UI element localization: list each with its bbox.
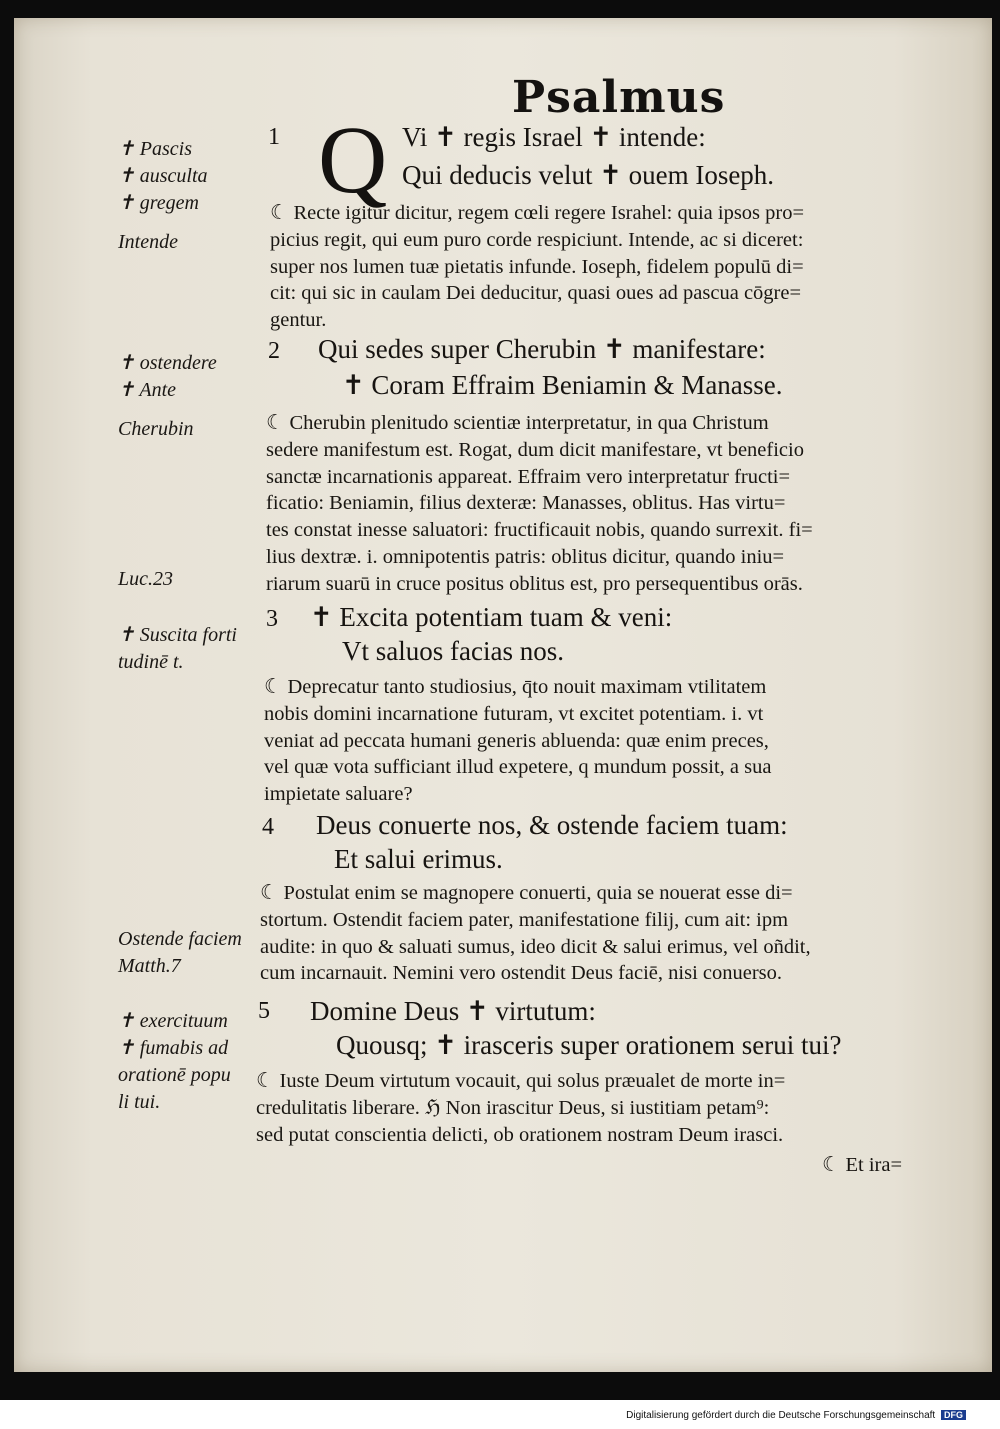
commentary-line: cit: qui sic in caulam Dei deducitur, quasi oues ad pascua cōgre= [270, 282, 802, 305]
margin-note-4 [118, 622, 258, 676]
verse-line: Quousq; ✝ irasceris super orationem serui tui? [336, 1030, 842, 1060]
margin-line: ✝ exercituum [118, 1010, 228, 1032]
commentary-line: sanctæ incarnationis appareat. Effraim vero interpretatur fructi= [266, 465, 791, 488]
margin-line: Matth.7 [118, 955, 181, 977]
margin-line: Intende [118, 231, 178, 253]
drop-cap: Q [318, 106, 388, 213]
verse-number: 4 [262, 814, 274, 840]
verse-number: 3 [266, 606, 278, 632]
commentary-line: impietate saluare? [264, 783, 413, 806]
commentary-block [270, 200, 960, 334]
margin-line: Cherubin [118, 418, 194, 440]
verse-line: Deus conuerte nos, & ostende faciem tuam: [316, 810, 788, 840]
verse-number: 1 [268, 124, 280, 150]
commentary-line: stortum. Ostendit faciem pater, manifestatione filij, cum ait: ipm [260, 908, 789, 931]
credit-text: Digitalisierung gefördert durch die Deutsche Forschungsgemeinschaft [626, 1410, 936, 1421]
margin-note-1 [118, 136, 258, 256]
commentary-line: ☾ Postulat enim se magnopere conuerti, quia se nouerat esse di= [260, 882, 793, 904]
verse-line: Qui sedes super Cherubin ✝ manifestare: [318, 334, 766, 364]
digitization-credit [626, 1410, 966, 1421]
dfg-logo: DFG [941, 1410, 966, 1420]
margin-line: li tui. [118, 1091, 161, 1113]
commentary-line: vel quæ vota sufficiant illud expetere, q mundum possit, a sua [264, 756, 772, 779]
verse-line: Vt saluos facias nos. [342, 636, 564, 666]
commentary-line: super nos lumen tuæ pietatis infunde. Ioseph, fidelem populū di= [270, 255, 804, 278]
margin-note-6 [118, 1008, 258, 1116]
commentary-line: sed putat conscientia delicti, ob orationem nostram Deum irasci. [256, 1123, 784, 1146]
commentary-line: lius dextræ. i. omnipotentis patris: oblitus dicitur, quando iniu= [266, 545, 785, 568]
commentary-line: credulitatis liberare. ℌ Non irascitur Deus, si iustitiam petam⁹: [256, 1096, 770, 1119]
commentary-line: ☾ Cherubin plenitudo scientiæ interpretatur, in qua Christum [266, 412, 769, 434]
margin-line: ✝ fumabis ad [118, 1037, 229, 1059]
commentary-line: ☾ Iuste Deum virtutum vocauit, qui solus præualet de morte in= [256, 1070, 786, 1092]
verse-line: ✝ Excita potentiam tuam & veni: [310, 602, 673, 632]
commentary-line: veniat ad peccata humani generis abluenda: quæ enim preces, [264, 729, 769, 752]
margin-line: orationē popu [118, 1064, 231, 1086]
margin-line: tudinē t. [118, 651, 184, 673]
verse-number: 2 [268, 338, 280, 364]
commentary-line: ficatio: Beniamin, filius dexteræ: Manasses, oblitus. Has virtu= [266, 492, 786, 515]
margin-line: ✝ Pascis [118, 138, 192, 160]
commentary-line: picius regit, qui eum puro corde respiciunt. Intende, ac si diceret: [270, 228, 804, 251]
commentary-block [264, 674, 960, 808]
margin-line: ✝ ostendere [118, 352, 217, 374]
catchword: ☾ Et ira= [822, 1154, 903, 1176]
commentary-block [256, 1068, 960, 1148]
commentary-line: riarum suarū in cruce positus oblitus est, pro persequentibus orās. [266, 572, 803, 595]
margin-line: Luc.23 [118, 568, 173, 590]
margin-note-2 [118, 350, 258, 443]
margin-line: ✝ gregem [118, 192, 199, 214]
commentary-line: ☾ Deprecatur tanto studiosius, q̄to nouit maximam vtilitatem [264, 676, 767, 698]
verse-number: 5 [258, 998, 270, 1024]
commentary-block [266, 410, 960, 598]
verse-line: Qui deducis velut ✝ ouem Ioseph. [402, 160, 775, 190]
margin-line: ✝ Ante [118, 379, 177, 401]
verse-line: ✝ Coram Effraim Beniamin & Manasse. [342, 370, 783, 400]
verse-line: Et salui erimus. [334, 844, 503, 874]
margin-note-5 [118, 926, 258, 980]
commentary-block [260, 880, 960, 987]
commentary-line: sedere manifestum est. Rogat, dum dicit manifestare, vt beneficio [266, 438, 804, 461]
margin-line: ✝ ausculta [118, 165, 208, 187]
commentary-line: nobis domini incarnatione futuram, vt excitet potentiam. i. vt [264, 702, 764, 725]
commentary-line: gentur. [270, 309, 327, 332]
commentary-line: ☾ Recte igitur dicitur, regem cœli regere Israhel: quia ipsos pro= [270, 202, 805, 224]
verse-line: Vi ✝ regis Israel ✝ intende: [402, 122, 706, 152]
commentary-line: cum incarnauit. Nemini vero ostendit Deus faciē, nisi conuerso. [260, 962, 783, 985]
page-header: Psalmus [512, 72, 726, 123]
margin-line: Ostende faciem [118, 928, 242, 950]
margin-line: ✝ Suscita forti [118, 624, 237, 646]
verse-line: Domine Deus ✝ virtutum: [310, 996, 596, 1026]
commentary-line: tes constat inesse saluatori: fructificauit nobis, quando surrexit. fi= [266, 519, 813, 542]
margin-note-3 [118, 566, 258, 593]
commentary-line: audite: in quo & saluati sumus, ideo dicit & salui erimus, vel oñdit, [260, 935, 811, 958]
